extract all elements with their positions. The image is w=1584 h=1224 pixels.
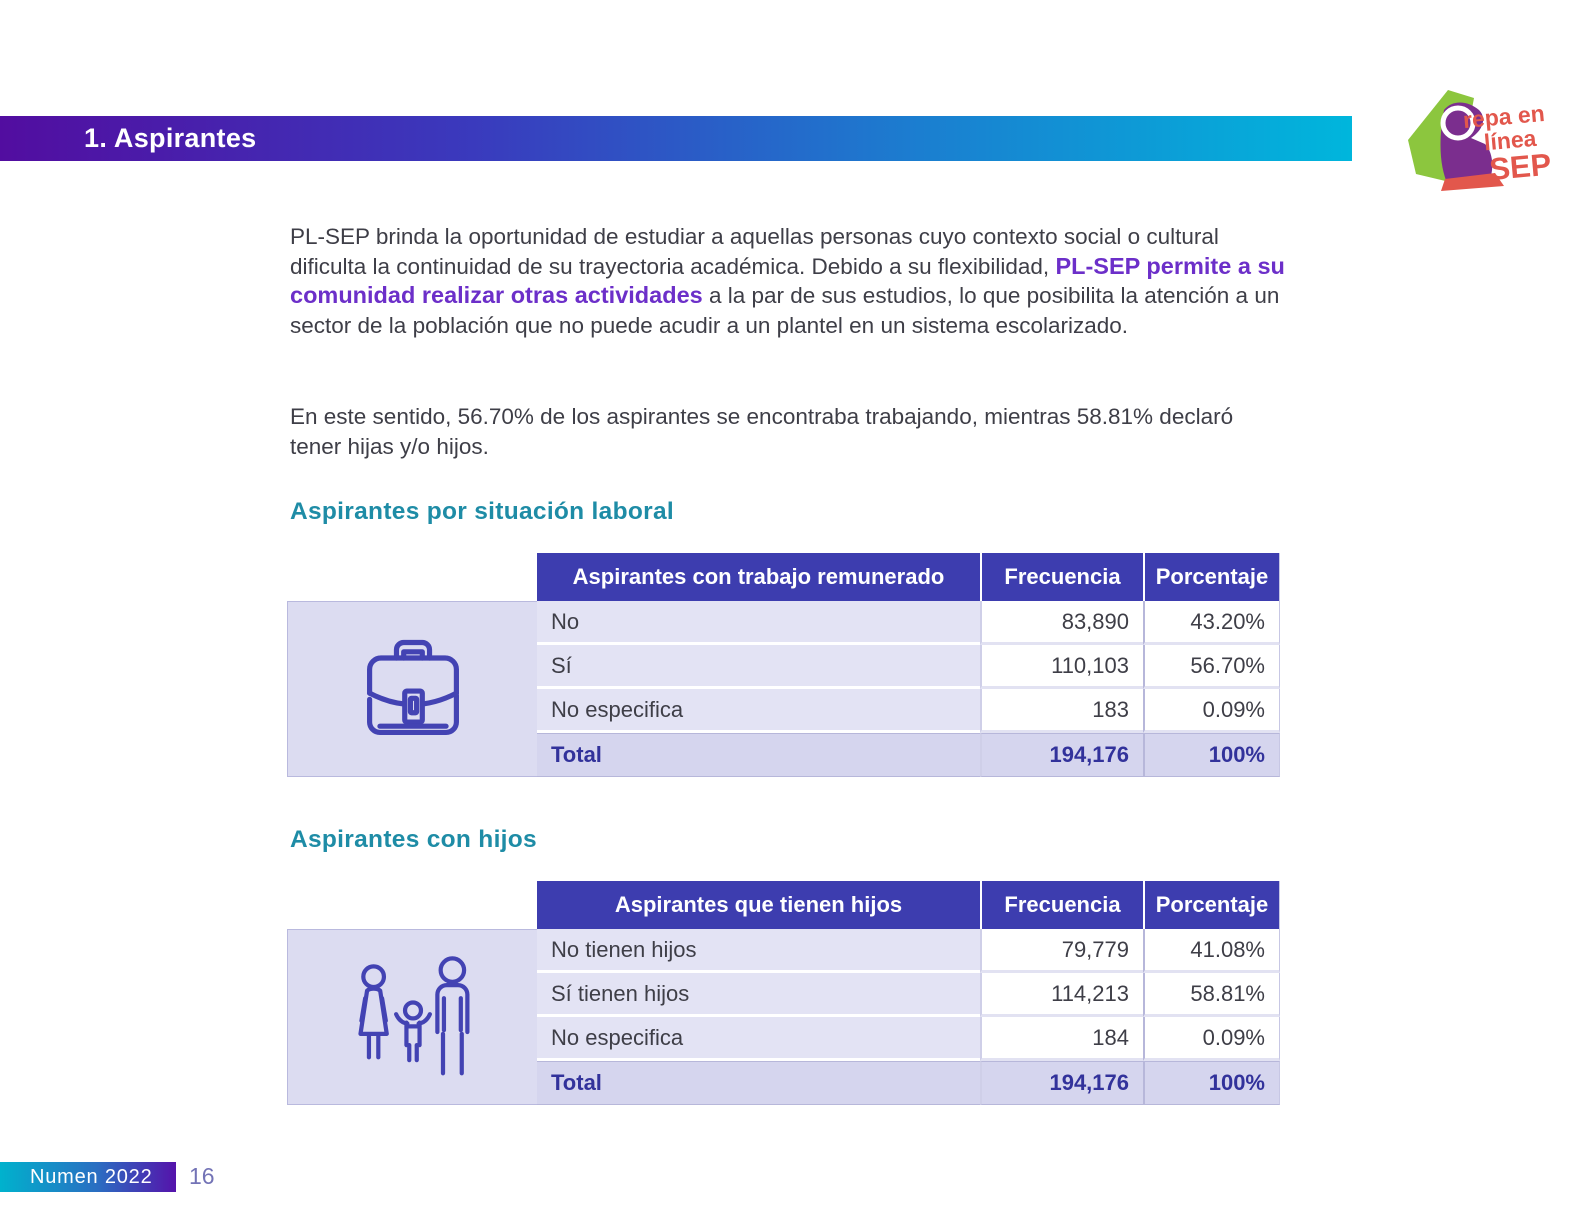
- table-situacion-laboral: [287, 553, 1280, 777]
- table-row-label: No especifica: [537, 1017, 980, 1061]
- table-cell-frequency: 184: [980, 1017, 1143, 1061]
- column-header-percentage: Porcentaje: [1143, 553, 1280, 601]
- column-header-frequency: Frecuencia: [980, 553, 1143, 601]
- footer-label: Numen 2022: [30, 1165, 153, 1188]
- logo-graphic: [1398, 82, 1550, 194]
- table-total-frequency: 194,176: [980, 1061, 1143, 1105]
- table-total-frequency: 194,176: [980, 733, 1143, 777]
- table-total-percentage: 100%: [1143, 733, 1280, 777]
- table-cell-frequency: 83,890: [980, 601, 1143, 645]
- logo-text-line1: repa en: [1461, 100, 1546, 134]
- table-cell-percentage: 58.81%: [1143, 973, 1280, 1017]
- highlighted-statement: PL-SEP permite a su comunidad realizar otras actividades: [290, 252, 1285, 308]
- column-header-percentage: Porcentaje: [1143, 881, 1280, 929]
- table-total-percentage: 100%: [1143, 1061, 1280, 1105]
- intro-paragraph-1: [290, 222, 1290, 340]
- table-row-label: Sí tienen hijos: [537, 973, 980, 1017]
- table-row-label: Sí: [537, 645, 980, 689]
- table-total-label: Total: [537, 1061, 980, 1105]
- table-row-label: No: [537, 601, 980, 645]
- table-cell-frequency: 79,779: [980, 929, 1143, 973]
- logo-text-line2: línea: [1482, 124, 1538, 156]
- page-number: 16: [189, 1163, 215, 1189]
- table-row-label: No especifica: [537, 689, 980, 733]
- logo-text-line3: SEP: [1487, 146, 1550, 187]
- subsection-heading-laboral: Aspirantes por situación laboral: [290, 498, 674, 525]
- table-total-label: Total: [537, 733, 980, 777]
- paragraph-text: a la par de sus estudios, lo que posibilita la atención a un sector de la población que no puede acudir a un plantel en un sistema escolarizado.: [290, 283, 1280, 338]
- table-cell-percentage: 43.20%: [1143, 601, 1280, 645]
- table-aspirantes-hijos: [287, 881, 1280, 1105]
- section-title: 1. Aspirantes: [84, 123, 257, 153]
- prepa-en-linea-sep-logo: [1398, 82, 1550, 194]
- table-cell-percentage: 41.08%: [1143, 929, 1280, 973]
- table-cell-percentage: 0.09%: [1143, 1017, 1280, 1061]
- footer-banner: [0, 1162, 176, 1192]
- column-header-category: Aspirantes con trabajo remunerado: [537, 553, 980, 601]
- subsection-heading-hijos: Aspirantes con hijos: [290, 826, 537, 853]
- section-banner: [0, 116, 1352, 161]
- family-icon: [287, 929, 537, 1105]
- table-cell-percentage: 0.09%: [1143, 689, 1280, 733]
- table-cell-frequency: 110,103: [980, 645, 1143, 689]
- table-cell-percentage: 56.70%: [1143, 645, 1280, 689]
- table-row-label: No tienen hijos: [537, 929, 980, 973]
- column-header-frequency: Frecuencia: [980, 881, 1143, 929]
- briefcase-icon: [287, 601, 537, 777]
- column-header-category: Aspirantes que tienen hijos: [537, 881, 980, 929]
- intro-paragraph-2: En este sentido, 56.70% de los aspirantes se encontraba trabajando, mientras 58.81% declaró tener hijas y/o hijos.: [290, 404, 1234, 459]
- table-cell-frequency: 183: [980, 689, 1143, 733]
- table-cell-frequency: 114,213: [980, 973, 1143, 1017]
- paragraph-text: PL-SEP brinda la oportunidad de estudiar a aquellas personas cuyo contexto social o cultural dificulta la continuidad de su trayectoria académica. Debido a su flexibilidad,: [290, 224, 1219, 279]
